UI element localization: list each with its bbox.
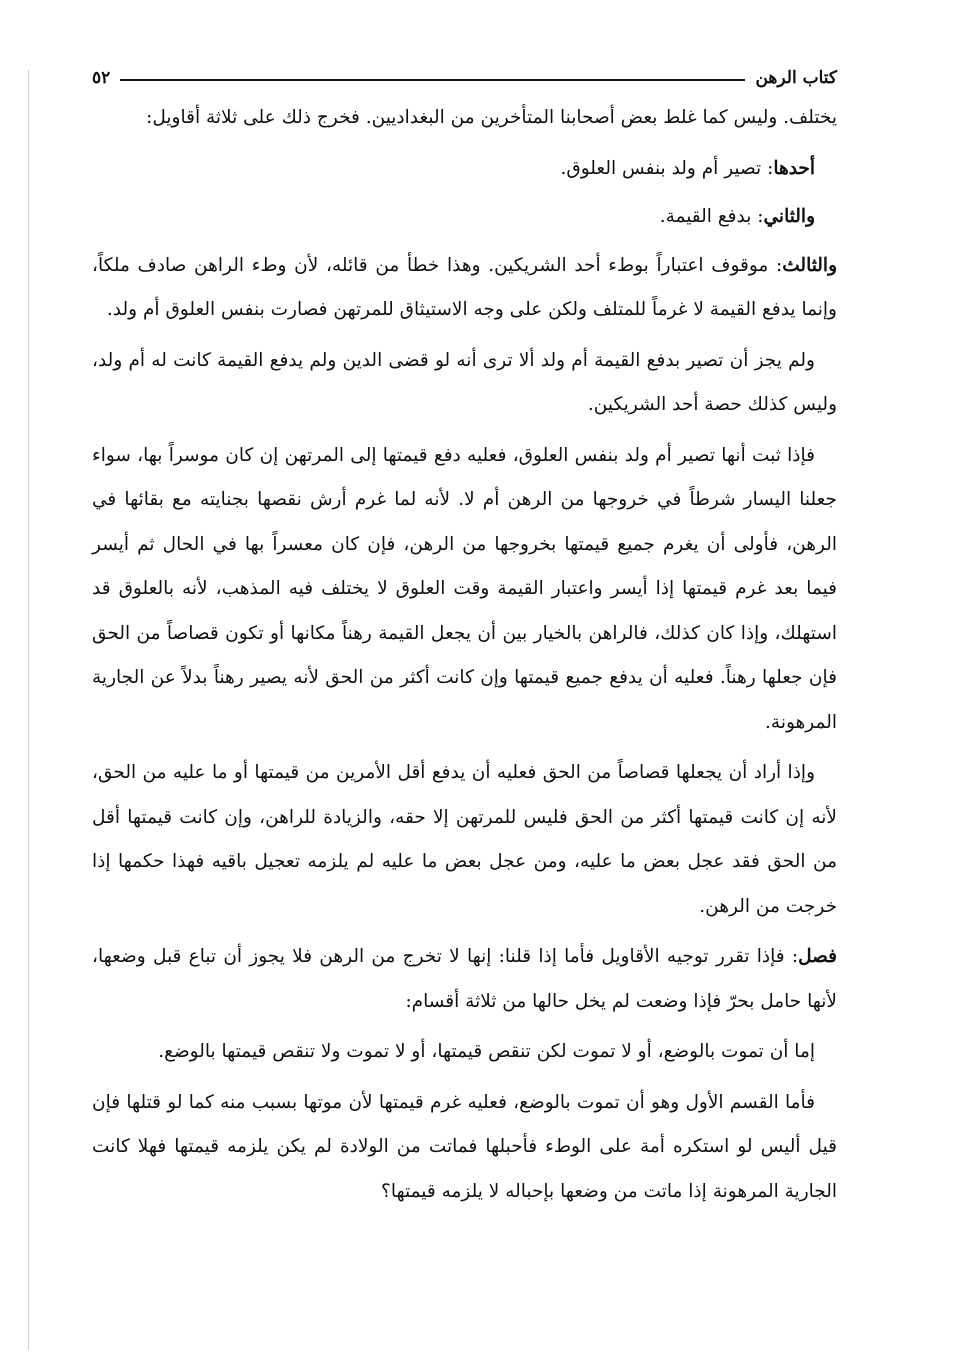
paragraph-10 xyxy=(92,1081,837,1215)
paragraph-6 xyxy=(92,434,837,746)
opinion-third-lead: والثالث xyxy=(782,254,837,276)
opinion-second xyxy=(92,195,837,240)
opinion-first-lead: أحدها xyxy=(773,157,815,179)
opinion-first-text: : تصير أم ولد بنفس العلوق. xyxy=(560,157,774,179)
book-page xyxy=(92,60,837,1220)
paragraph-1-text: يختلف. وليس كما غلط بعض أصحابنا المتأخرين من البغداديين. فخرج ذلك على ثلاثة أقاويل: xyxy=(146,107,837,128)
scan-edge-line xyxy=(28,70,29,1350)
opinion-second-text: : بدفع القيمة. xyxy=(659,206,764,227)
opinion-third-text: : موقوف اعتباراً بوطء أحد الشريكين. وهذا خطأ من قائله، لأن وطء الراهن صادف ملكاً، وإنما يدفع القيمة لا غرماً للمتلف ولكن على وجه الاستيثاق للمرتهن فصارت بنفس العلوق أم ولد. xyxy=(92,254,837,320)
chapter-title: كتاب الرهن xyxy=(755,68,837,88)
header-rule xyxy=(120,79,745,81)
section-fasl-lead: فصل xyxy=(798,946,837,967)
paragraph-1 xyxy=(92,96,837,141)
paragraph-6-text: فإذا ثبت أنها تصير أم ولد بنفس العلوق، فعليه دفع قيمتها إلى المرتهن إن كان موسراً بها، سواء جعلنا اليسار شرطاً في خروجها من الرهن أم لا. لأنه لما غرم أرش نقصها بجنايته مع بقائها في الرهن، فأولى أن يغرم جميع قيمتها بخروجها من الرهن، فإن كان معسراً بها في الحال ثم أيسر فيما بعد غرم قيمتها إذا أيسر واعتبار القيمة وقت العلوق لا يختلف فيه المذهب، لأنه بالعلوق قد استهلك، وإذا كان كذلك، فالراهن بالخيار بين أن يجعل القيمة رهناً مكانها أو تكون قصاصاً من الحق فإن جعلها رهناً. فعليه أن يدفع جميع قيمتها وإن كانت أكثر من الحق لأنه يصير رهناً بدلاً عن الجارية المرهونة. xyxy=(92,444,837,733)
page-number: ٥٢ xyxy=(92,68,111,88)
opinion-first xyxy=(92,147,837,192)
section-fasl xyxy=(92,935,837,1024)
opinion-second-lead: والثاني xyxy=(763,206,815,227)
paragraph-10-text: فأما القسم الأول وهو أن تموت بالوضع، فعليه غرم قيمتها لأن موتها بسبب منه كما لو قتلها فإن قيل أليس لو استكره أمة على الوطء فأحبلها فماتت من الولادة لم يكن يلزمه قيمتها فهلا كانت الجارية المرهونة إذا ماتت من وضعها بإحباله لا يلزمه قيمتها؟ xyxy=(92,1091,837,1202)
paragraph-5-text: ولم يجز أن تصير بدفع القيمة أم ولد ألا ترى أنه لو قضى الدين ولم يدفع القيمة كانت له أم ولد، وليس كذلك حصة أحد الشريكين. xyxy=(92,349,837,415)
section-fasl-text: : فإذا تقرر توجيه الأقاويل فأما إذا قلنا: إنها لا تخرج من الرهن فلا يجوز أن تباع قبل وضعها، لأنها حامل بحرّ فإذا وضعت لم يخل حالها من ثلاثة أقسام: xyxy=(92,946,837,1012)
running-header xyxy=(92,60,837,96)
paragraph-7 xyxy=(92,751,837,929)
paragraph-7-text: وإذا أراد أن يجعلها قصاصاً من الحق فعليه أن يدفع أقل الأمرين من قيمتها أو ما عليه من الحق، لأنه إن كانت قيمتها أكثر من الحق فليس للمرتهن إلا حقه، والزيادة للراهن، وإن كانت قيمتها أقل من الحق فقد عجل بعض ما عليه، ومن عجل بعض ما عليه لم يلزمه تعجيل باقيه فهذا حكمها إذا خرجت من الرهن. xyxy=(92,762,837,917)
paragraph-9 xyxy=(92,1030,837,1075)
paragraph-9-text: إما أن تموت بالوضع، أو لا تموت لكن تنقص قيمتها، أو لا تموت ولا تنقص قيمتها بالوضع. xyxy=(158,1041,815,1062)
paragraph-5 xyxy=(92,339,837,428)
opinion-third xyxy=(92,244,837,333)
